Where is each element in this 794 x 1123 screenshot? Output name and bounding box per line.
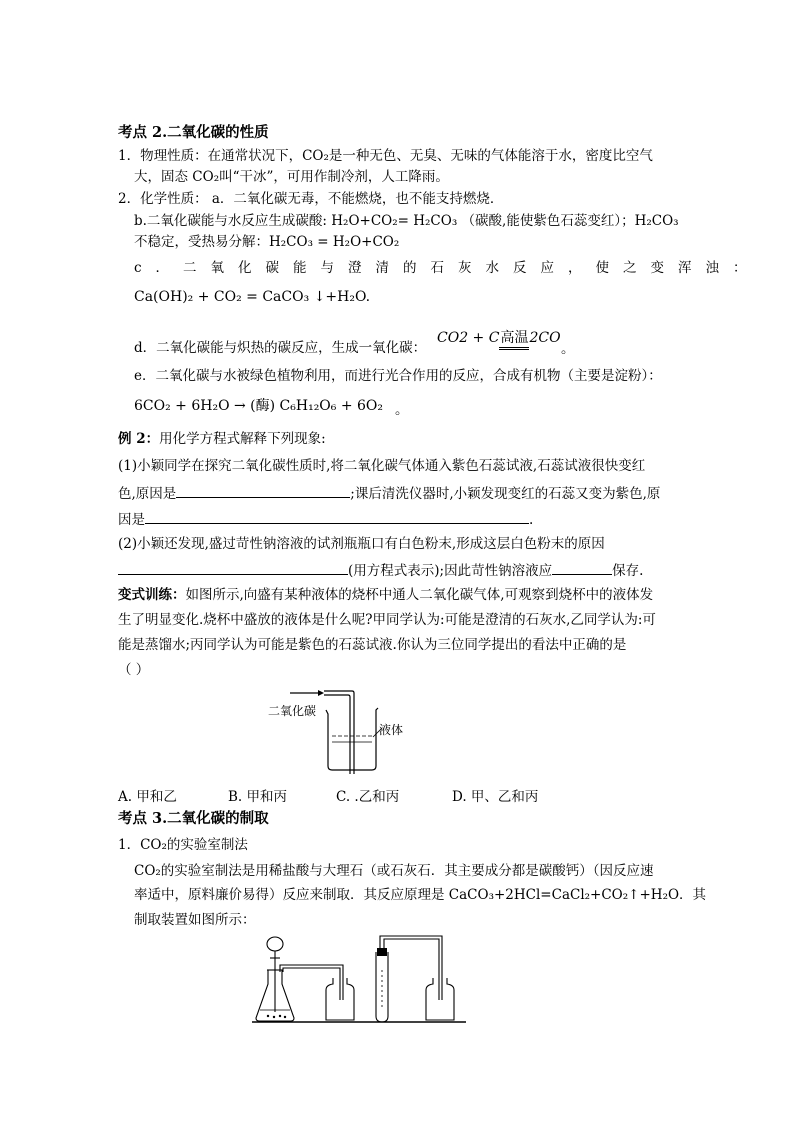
d-eq-end: 。 bbox=[561, 341, 575, 357]
example-2-q1-line-2 bbox=[118, 483, 660, 503]
physical-property-line-1: 1．物理性质：在通常状况下，CO₂是一种无色、无臭、无味的气体能溶于水，密度比空气 bbox=[118, 148, 653, 164]
d-eq-right: 2CO bbox=[529, 330, 561, 346]
answer-blank-2[interactable] bbox=[145, 509, 529, 524]
lab-method-heading: 1．CO₂的实验室制法 bbox=[118, 837, 248, 853]
option-b[interactable]: B. 甲和丙 bbox=[228, 789, 288, 805]
property-d-text: d．二氧化碳能与炽热的碳反应，生成一氧化碳： bbox=[134, 340, 427, 356]
q1-text-c: 因是 bbox=[118, 512, 145, 528]
variant-line-2: 生了明显变化.烧杯中盛放的液体是什么呢?甲同学认为:可能是澄清的石灰水,乙同学认为:可 bbox=[118, 612, 656, 628]
property-b-line-2: 不稳定，受热易分解：H₂CO₃ = H₂O+CO₂ bbox=[134, 234, 400, 250]
beaker-figure bbox=[260, 682, 440, 782]
variant-line-1 bbox=[118, 586, 653, 604]
property-d-equation bbox=[437, 329, 561, 350]
option-d[interactable]: D. 甲、乙和丙 bbox=[452, 789, 539, 805]
q2-text-b: 保存. bbox=[612, 563, 644, 579]
option-a[interactable]: A. 甲和乙 bbox=[118, 789, 177, 805]
property-b-line-1: b.二氧化碳能与水反应生成碳酸: H₂O+CO₂= H₂CO₃ （碳酸,能使紫色石蕊变红）；H₂CO₃ bbox=[134, 213, 679, 229]
liquid-label: 液体 bbox=[379, 723, 404, 737]
variant-text-1: 如图所示,向盛有某种液体的烧杯中通人二氧化碳气体,可观察到烧杯中的液体发 bbox=[185, 587, 654, 603]
example-2-q1-line-3 bbox=[118, 509, 533, 529]
e-eq-end: 。 bbox=[395, 402, 409, 418]
physical-property-line-2: 大，固态 CO₂叫“干冰”，可用作制冷剂，人工降雨。 bbox=[134, 169, 449, 185]
chemical-property-heading: 2．化学性质： a．二氧化碳无毒，不能燃烧，也不能支持燃烧． bbox=[118, 191, 504, 207]
example-2-q2-line-2 bbox=[118, 560, 643, 580]
variant-line-3: 能是蒸馏水;丙同学认为可能是紫色的石蕊试液.你认为三位同学提出的看法中正确的是 bbox=[118, 637, 627, 653]
section-3-title: 考点 3.二氧化碳的制取 bbox=[118, 810, 269, 827]
example-2-q2-line-1: (2)小颖还发现,盛过苛性钠溶液的试剂瓶瓶口有白色粉末,形成这层白色粉末的原因 bbox=[118, 536, 605, 552]
gas-label: 二氧化碳 bbox=[268, 704, 317, 718]
property-c-line-1: c．二氧化碳能与澄清的石灰水反应，使之变浑浊： bbox=[134, 260, 761, 276]
d-eq-left: CO2 + C bbox=[437, 330, 500, 346]
equation-period: . bbox=[365, 289, 371, 305]
example-2-intro: 用化学方程式解释下列现象: bbox=[159, 431, 326, 447]
option-c[interactable]: C. .乙和丙 bbox=[336, 789, 400, 805]
photosynthesis-equation: 6CO₂ + 6H₂O → (酶) C₆H₁₂O₆ + 6O₂ bbox=[134, 398, 384, 414]
answer-blank-3[interactable] bbox=[118, 560, 348, 575]
property-c-equation bbox=[134, 288, 370, 306]
d-eq-condition: 高温 bbox=[499, 329, 529, 350]
example-2-heading bbox=[118, 430, 326, 448]
q1-text-b: ;课后清洗仪器时,小颖发现变红的石蕊又变为紫色,原 bbox=[350, 486, 661, 502]
lab-method-line-2: 率适中，原料廉价易得）反应来制取．其反应原理是 CaCO₃+2HCl=CaCl₂+CO₂↑+H₂O．其 bbox=[134, 887, 707, 903]
lab-method-line-3: 制取装置如图所示： bbox=[134, 912, 256, 928]
limewater-equation: Ca(OH)₂ + CO₂ = CaCO₃ ↓+H₂O bbox=[134, 289, 366, 305]
answer-blank-1[interactable] bbox=[176, 483, 350, 498]
section-2-title: 考点 2.二氧化碳的性质 bbox=[118, 124, 269, 141]
q2-text-a: (用方程式表示);因此苛性钠溶液应 bbox=[348, 563, 553, 579]
lab-method-line-1: CO₂的实验室制法是用稀盐酸与大理石（或石灰石．其主要成分都是碳酸钙）（因反应速 bbox=[134, 863, 654, 879]
q1-text-a: 色,原因是 bbox=[118, 486, 177, 502]
q1-text-d: . bbox=[529, 512, 534, 528]
co2-apparatus-figure bbox=[250, 930, 480, 1026]
example-2-label: 例 2： bbox=[118, 431, 160, 447]
example-2-q1-line-1: (1)小颖同学在探究二氧化碳性质时,将二氧化碳气体通入紫色石蕊试液,石蕊试液很快变红 bbox=[118, 458, 646, 474]
answer-blank-4[interactable] bbox=[552, 560, 612, 575]
variant-label: 变式训练： bbox=[118, 587, 186, 603]
variant-answer-brackets: （ ） bbox=[118, 662, 150, 678]
property-e-text: e．二氧化碳与水被绿色植物利用，而进行光合作用的反应，合成有机物（主要是淀粉）： bbox=[134, 368, 662, 384]
